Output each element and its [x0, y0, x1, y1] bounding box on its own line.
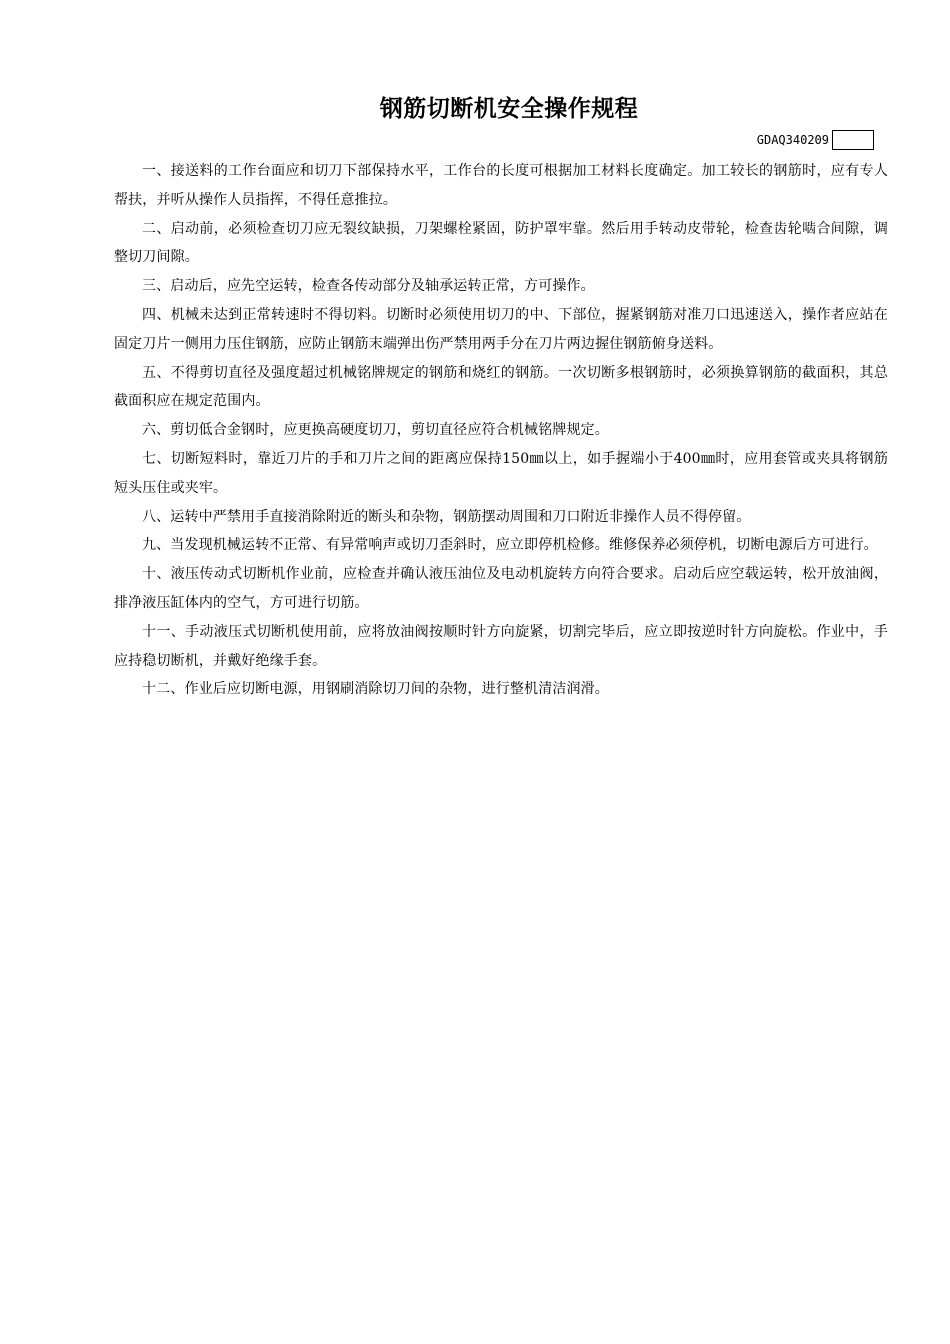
- paragraph-5: 五、不得剪切直径及强度超过机械铭牌规定的钢筋和烧红的钢筋。一次切断多根钢筋时，必须换算钢筋的截面积，其总截面积应在规定范围内。: [114, 364, 888, 410]
- paragraph-7: 七、切断短料时，靠近刀片的手和刀片之间的距离应保持150㎜以上，如手握端小于400㎜时，应用套管或夹具将钢筋短头压住或夹牢。: [114, 450, 888, 496]
- paragraph-11: 十一、手动液压式切断机使用前，应将放油阀按顺时针方向旋紧，切割完毕后，应立即按逆时针方向旋松。作业中，手应持稳切断机，并戴好绝缘手套。: [114, 623, 888, 669]
- paragraph-3: 三、启动后，应先空运转，检查各传动部分及轴承运转正常，方可操作。: [142, 278, 595, 295]
- document-code: GDAQ340209: [756, 133, 829, 147]
- document-title: 钢筋切断机安全操作规程: [379, 96, 639, 122]
- paragraph-8: 八、运转中严禁用手直接消除附近的断头和杂物，钢筋摆动周围和刀口附近非操作人员不得停留。: [142, 508, 751, 525]
- code-box: [832, 130, 874, 150]
- paragraph-10: 十、液压传动式切断机作业前，应检查并确认液压油位及电动机旋转方向符合要求。启动后应空载运转，松开放油阀，排净液压缸体内的空气，方可进行切筋。: [114, 566, 888, 611]
- paragraph-9: 九、当发现机械运转不正常、有异常响声或切刀歪斜时，应立即停机检修。维修保养必须停机，切断电源后方可进行。: [142, 537, 878, 554]
- document-body: [114, 157, 888, 704]
- paragraph-4: 四、机械未达到正常转速时不得切料。切断时必须使用切刀的中、下部位，握紧钢筋对准刀口迅速送入，操作者应站在固定刀片一侧用力压住钢筋，应防止钢筋末端弹出伤严禁用两手分在刀片两边握住钢筋俯身送料。: [114, 306, 888, 352]
- document-code-row: [757, 129, 874, 151]
- paragraph-6: 六、剪切低合金钢时，应更换高硬度切刀，剪切直径应符合机械铭牌规定。: [142, 422, 609, 439]
- paragraph-12: 十二、作业后应切断电源，用钢刷消除切刀间的杂物，进行整机清洁润滑。: [142, 681, 609, 698]
- paragraph-2: 二、启动前，必须检查切刀应无裂纹缺损，刀架螺栓紧固，防护罩牢靠。然后用手转动皮带轮，检查齿轮啮合间隙，调整切刀间隙。: [114, 220, 888, 266]
- paragraph-1: 一、接送料的工作台面应和切刀下部保持水平，工作台的长度可根据加工材料长度确定。加工较长的钢筋时，应有专人帮扶，并听从操作人员指挥，不得任意推拉。: [114, 163, 888, 208]
